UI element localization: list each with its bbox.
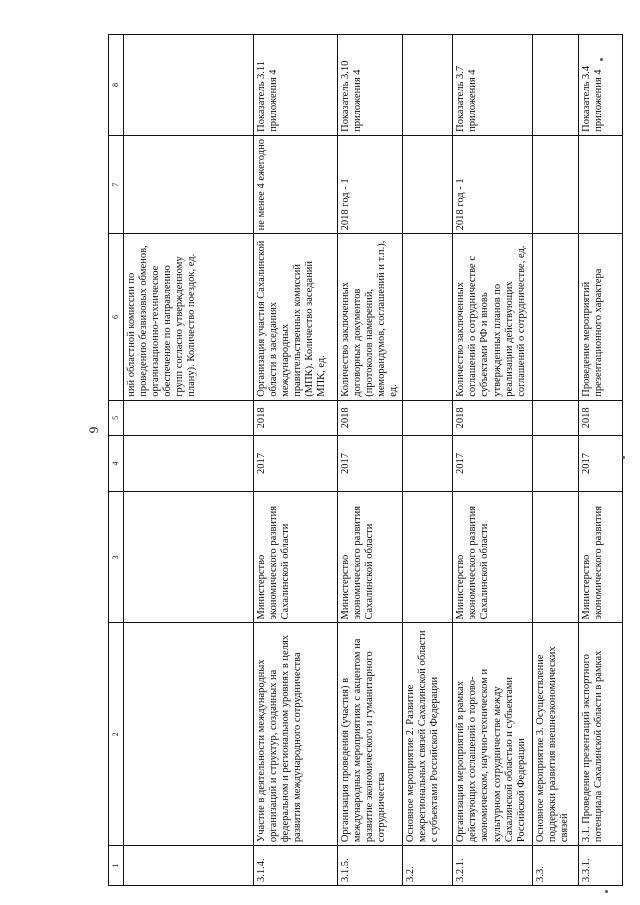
header-col-4: 4 [109,435,124,491]
end-year: 2018 [579,400,623,435]
header-col-3: 3 [109,492,124,623]
expected-result: Количество заключенных соглашений о сотрудничестве с субъектами РФ и вновь утвержденных планов по реализации действующих соглашений о сотрудничестве, ед. [453,234,533,400]
indicator-reference [403,35,453,136]
expected-result [403,234,453,400]
row-number [124,846,254,886]
header-col-7: 7 [109,135,124,233]
target-value: 2018 год - 1 [338,135,403,233]
expected-result: Организация участия Сахалинской области в заседаниях международных правительственных комиссий (МПК). Количество заседаний МПК, ед. [254,234,338,400]
row-number: 3.1.5. [338,846,403,886]
expected-result [533,234,579,400]
scan-speck [605,890,608,893]
indicator-reference: Показатель 3.4 приложения 4 [579,35,623,136]
target-value [124,135,254,233]
end-year: 2018 [453,400,533,435]
indicator-reference [124,35,254,136]
indicator-reference [533,35,579,136]
header-col-1: 1 [109,846,124,886]
start-year: 2017 [453,435,533,491]
table-row [579,35,623,886]
column-number-header-row [109,35,124,886]
activity-name: Основное мероприятие 2. Развитие межрегиональных связей Сахалинской области с субъектами Российской Федерации [403,623,453,846]
start-year [533,435,579,491]
executor [124,492,254,623]
table-row [254,35,338,886]
expected-result: Количество заключенных договорных документов (протоколов намерений, меморандумов, соглашений и т.п.), ед. [338,234,403,400]
header-col-8: 8 [109,35,124,136]
row-number: 3.1.4. [254,846,338,886]
row-number: 3.2.1. [453,846,533,886]
target-value [403,135,453,233]
end-year: 2018 [338,400,403,435]
executor: Министерство экономического развития Сахалинской области [453,492,533,623]
row-number: 3.3. [533,846,579,886]
expected-result: Проведение мероприятий презентационного характера [579,234,623,400]
table-row [403,35,453,886]
end-year [124,400,254,435]
activity-name: Основное мероприятие 3. Осуществление поддержки развития внешнеэкономических связей [533,623,579,846]
end-year [403,400,453,435]
activity-name: Организация проведения (участия) в международных мероприятиях с акцентом на развитие экономического и гуманитарного сотрудничества [338,623,403,846]
target-value: не менее 4 ежегодно [254,135,338,233]
expected-result: ний областной комиссии по проведению безвизовых обменов, организационно-техническое обеспечение по направлению групп согласно утвержденному плану). Количество поездок, ед. [124,234,254,400]
table-row [338,35,403,886]
header-col-5: 5 [109,400,124,435]
page-number: 9 [86,426,101,434]
table-row [533,35,579,886]
executor [533,492,579,623]
indicator-reference: Показатель 3.11 приложения 4 [254,35,338,136]
activity-name [124,623,254,846]
rotated-table-container [108,34,628,886]
indicator-reference: Показатель 3.7 приложения 4 [453,35,533,136]
executor: Министерство экономического развития [579,492,623,623]
start-year [403,435,453,491]
target-value: 2018 год - 1 [453,135,533,233]
program-activities-table [108,34,623,886]
end-year: 2018 [254,400,338,435]
start-year: 2017 [579,435,623,491]
start-year: 2017 [254,435,338,491]
activity-name: Участие в деятельности международных организаций и структур, созданных на федеральном и региональном уровнях в целях развития международного сотрудничества [254,623,338,846]
table-row [124,35,254,886]
header-col-2: 2 [109,623,124,846]
end-year [533,400,579,435]
executor [403,492,453,623]
executor: Министерство экономического развития Сахалинской области [338,492,403,623]
start-year [124,435,254,491]
scan-speck [622,456,625,459]
indicator-reference: Показатель 3.10 приложения 4 [338,35,403,136]
executor: Министерство экономического развития Сахалинской области [254,492,338,623]
target-value [579,135,623,233]
activity-name: Организация мероприятий в рамках действующих соглашений о торгово-экономическом, научно-техническом и культурном сотрудничестве между Сахалинской областью и субъектами Российской Федерации [453,623,533,846]
table-row [453,35,533,886]
row-number: 3.2. [403,846,453,886]
activity-name: 3.1. Проведение презентаций экспортного потенциала Сахалинской области в рамках [579,623,623,846]
row-number: 3.3.1. [579,846,623,886]
scan-speck [600,58,603,61]
header-col-6: 6 [109,234,124,400]
target-value [533,135,579,233]
start-year: 2017 [338,435,403,491]
